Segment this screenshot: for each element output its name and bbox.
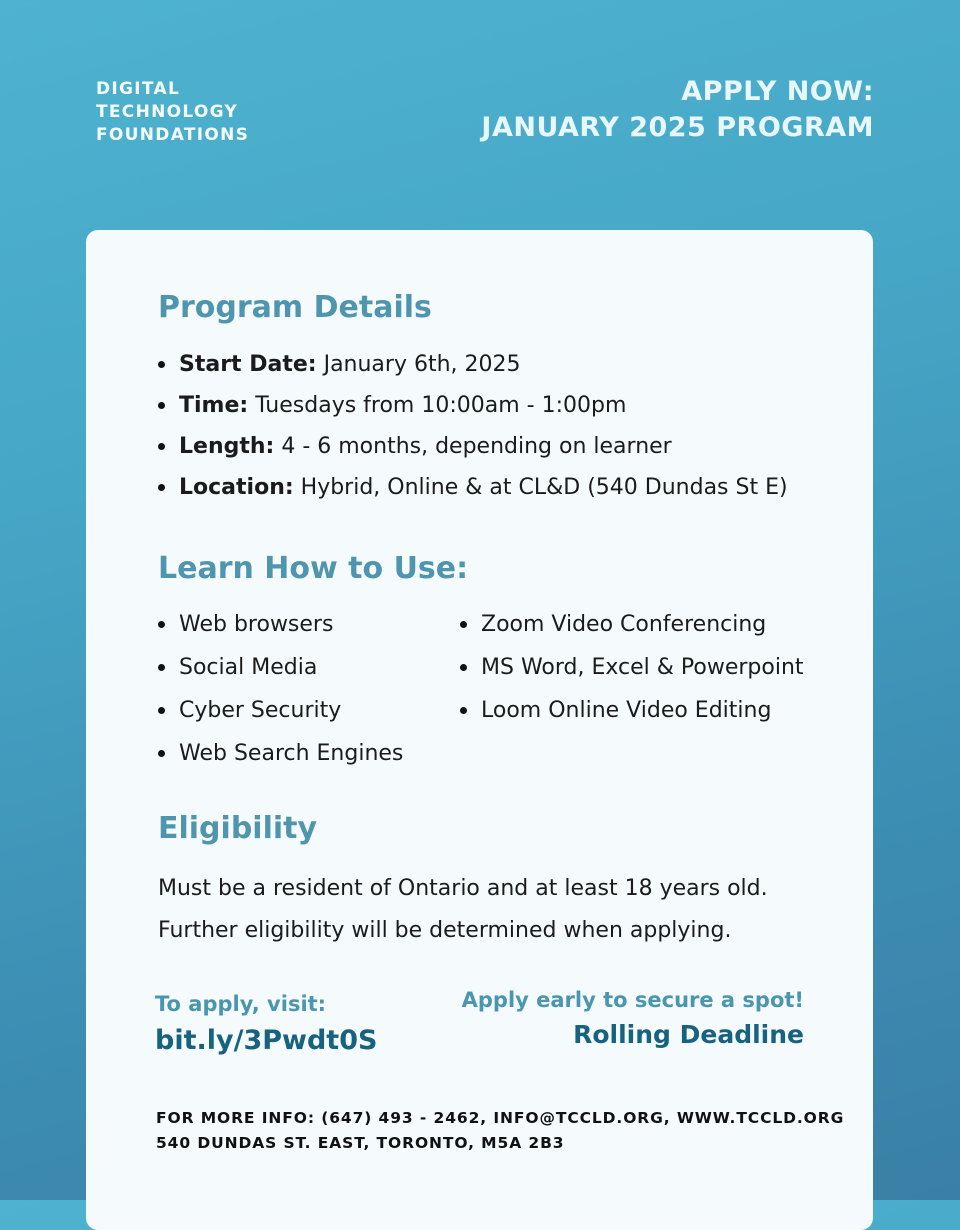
skill-item: Cyber Security xyxy=(158,689,403,732)
eligibility-text xyxy=(158,868,768,952)
detail-item-start-date xyxy=(158,344,788,385)
detail-value: 4 - 6 months, depending on learner xyxy=(281,434,672,459)
program-date-line: JANUARY 2025 PROGRAM xyxy=(481,112,874,143)
org-line: DIGITAL xyxy=(96,79,181,99)
apply-label: To apply, visit: xyxy=(155,992,327,1016)
address-line: 540 DUNDAS ST. EAST, TORONTO, M5A 2B3 xyxy=(156,1134,565,1152)
program-details-list xyxy=(158,344,788,508)
program-details-heading: Program Details xyxy=(158,290,432,325)
apply-now-banner xyxy=(481,74,874,146)
eligibility-line: Further eligibility will be determined when applying. xyxy=(158,918,732,943)
skill-item: Web Search Engines xyxy=(158,732,403,775)
apply-now-line: APPLY NOW: xyxy=(681,76,874,107)
skill-item: Loom Online Video Editing xyxy=(460,689,804,732)
skill-item: MS Word, Excel & Powerpoint xyxy=(460,646,804,689)
detail-item-time xyxy=(158,385,788,426)
detail-value: Hybrid, Online & at CL&D (540 Dundas St E) xyxy=(300,475,788,500)
apply-early-note: Apply early to secure a spot! xyxy=(461,988,804,1012)
detail-label: Location: xyxy=(179,475,294,500)
org-line: FOUNDATIONS xyxy=(96,125,250,145)
detail-label: Length: xyxy=(179,434,275,459)
contact-info xyxy=(156,1106,844,1156)
detail-value: Tuesdays from 10:00am - 1:00pm xyxy=(255,393,627,418)
eligibility-line: Must be a resident of Ontario and at least 18 years old. xyxy=(158,876,768,901)
skills-list-left xyxy=(158,603,403,775)
contact-line: FOR MORE INFO: (647) 493 - 2462, INFO@TCCLD.ORG, WWW.TCCLD.ORG xyxy=(156,1109,845,1127)
detail-value: January 6th, 2025 xyxy=(323,352,521,377)
apply-link[interactable]: bit.ly/3Pwdt0S xyxy=(155,1025,378,1056)
skill-item: Zoom Video Conferencing xyxy=(460,603,804,646)
rolling-deadline: Rolling Deadline xyxy=(573,1020,804,1049)
detail-item-location xyxy=(158,467,788,508)
skill-item: Web browsers xyxy=(158,603,403,646)
skill-item: Social Media xyxy=(158,646,403,689)
org-line: TECHNOLOGY xyxy=(96,102,239,122)
organization-name xyxy=(96,78,249,147)
info-card xyxy=(86,230,873,1230)
eligibility-heading: Eligibility xyxy=(158,811,318,846)
detail-label: Time: xyxy=(179,393,249,418)
detail-label: Start Date: xyxy=(179,352,317,377)
skills-list-right xyxy=(460,603,804,732)
detail-item-length xyxy=(158,426,788,467)
learn-how-heading: Learn How to Use: xyxy=(158,551,469,586)
